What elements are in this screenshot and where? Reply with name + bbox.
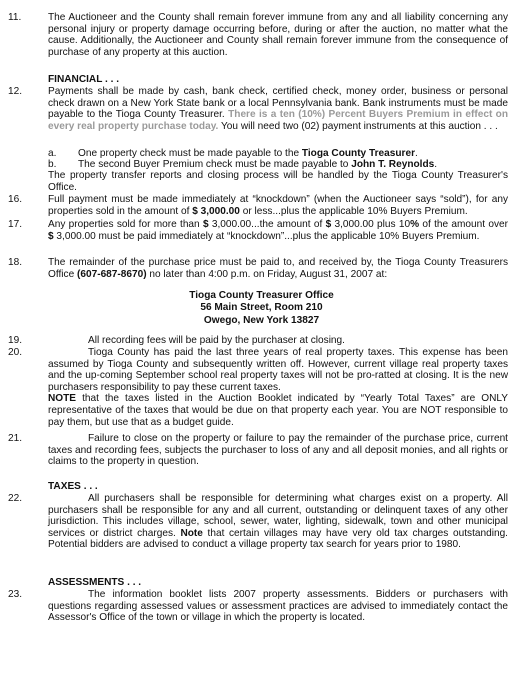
item-text: All recording fees will be paid by the purchaser at closing.: [88, 335, 345, 346]
item-20: [8, 347, 508, 428]
item-number: 22.: [8, 493, 23, 504]
item-12: [8, 86, 508, 132]
item-number: 12.: [8, 86, 23, 97]
item-12-tail: [8, 170, 508, 193]
item-21: [8, 433, 508, 468]
item-text: The remainder of the purchase price must be paid to, and received by, the Tioga County Treasurers Office (607-687-8670) no later than 4:00 p.m. on Friday, August 31, 2007 at:: [48, 257, 508, 280]
item-12a: [48, 148, 508, 160]
item-22: [8, 493, 508, 551]
item-number: 17.: [8, 219, 23, 230]
item-text: The information booklet lists 2007 property assessments. Bidders or purchasers with questions regarding assessed values or assessment practices are advised to immediately contact the Assessor's Office of the town or village in which the property is located.: [48, 589, 508, 624]
item-number: 23.: [8, 589, 23, 600]
item-23: [8, 589, 508, 624]
item-16: [8, 194, 508, 217]
address-line-3: Owego, New York 13827: [203, 314, 320, 326]
treasurer-phone: (607-687-8670): [77, 268, 147, 280]
item-number: 20.: [8, 347, 23, 358]
item-text: All purchasers shall be responsible for determining what charges exist on a property. All purchasers shall be responsible for any and all current, outstanding or delinquent taxes of any other jurisdiction. This includes village, school, sewer, water, lighting, sidewalk, town and other municipal services or district charges. Note that certain villages may have very old tax charges outstanding. Potential bidders are advised to conduct a village property tax search for years prior to 1980.: [48, 493, 508, 551]
address-line-1: Tioga County Treasurer Office: [189, 290, 334, 301]
item-17: [8, 219, 508, 242]
item-text: Full payment must be made immediately at “knockdown” (when the Auctioneer says “sold”), for any properties sold in the amount of $ 3,000.00 or less...plus the applicable 10% Buyers Premium.: [48, 194, 508, 217]
address-line-2: 56 Main Street, Room 210: [200, 302, 323, 314]
note-paragraph: NOTE that the taxes listed in the Auction Booklet indicated by “Yearly Total Taxes” are ONLY representative of the taxes that would be due on that property each year. You are NOT responsible to pay them, but use that as a budget guide.: [48, 393, 508, 428]
section-heading-assessments: ASSESSMENTS . . .: [48, 577, 142, 588]
item-number: 21.: [8, 433, 23, 444]
sub-text: One property check must be made payable to the Tioga County Treasurer.: [78, 148, 418, 159]
item-12b: [48, 159, 508, 171]
item-number: 16.: [8, 194, 23, 205]
item-number: 19.: [8, 335, 23, 346]
item-text: The Auctioneer and the County shall remain forever immune from any and all liability concerning any personal injury or property damage occurring before, during or after the auction, no matter what the cause. Additionally, the Auctioneer and County shall remain forever immune from the consequence of purchase of any property at this auction.: [48, 12, 508, 58]
item-number: 18.: [8, 257, 23, 268]
item-text: Payments shall be made by cash, bank check, certified check, money order, business or personal check drawn on a New York State bank or a local Pennsylvania bank. Bank instruments must be made payable to the Tioga County Treasurer. There is a ten (10%) Percent Buyers Premium in effect on every real property purchase today. You will need two (02) payment instruments at this auction . . .: [48, 86, 508, 132]
sub-letter: a.: [48, 148, 57, 159]
item-11: [8, 12, 508, 58]
sub-text: The second Buyer Premium check must be made payable to John T. Reynolds.: [78, 159, 438, 170]
item-18: [8, 257, 508, 280]
item-text: Any properties sold for more than $ 3,000.00...the amount of $ 3,000.00 plus 10% of the amount over $ 3,000.00 must be paid immediately at “knockdown”...plus the applicable 10% Buyers Premium.: [48, 219, 508, 242]
section-heading-financial: FINANCIAL . . .: [48, 74, 120, 85]
treasurer-address: [0, 290, 523, 327]
item-19: [8, 335, 508, 347]
item-text: The property transfer reports and closing process will be handled by the Tioga County Treasurer's Office.: [48, 170, 508, 193]
item-text: Tioga County has paid the last three years of real property taxes. This expense has been assumed by Tioga County and subsequently written off. However, current village real property taxes and the up-coming September school real property taxes will not be pro-ratted at closing. It is the new purchasers responsibility to pay these current taxes.: [48, 347, 508, 393]
item-text: Failure to close on the property or failure to pay the remainder of the purchase price, current taxes and recording fees, subjects the purchaser to loss of any and all deposit monies, and all rights or claims to the property in question.: [48, 433, 508, 468]
item-number: 11.: [8, 12, 22, 23]
section-heading-taxes: TAXES . . .: [48, 481, 98, 492]
sub-letter: b.: [48, 159, 57, 170]
buyers-premium-notice: There is a ten (10%) Percent Buyers Premium in effect on every real property purchase today.: [48, 109, 508, 132]
